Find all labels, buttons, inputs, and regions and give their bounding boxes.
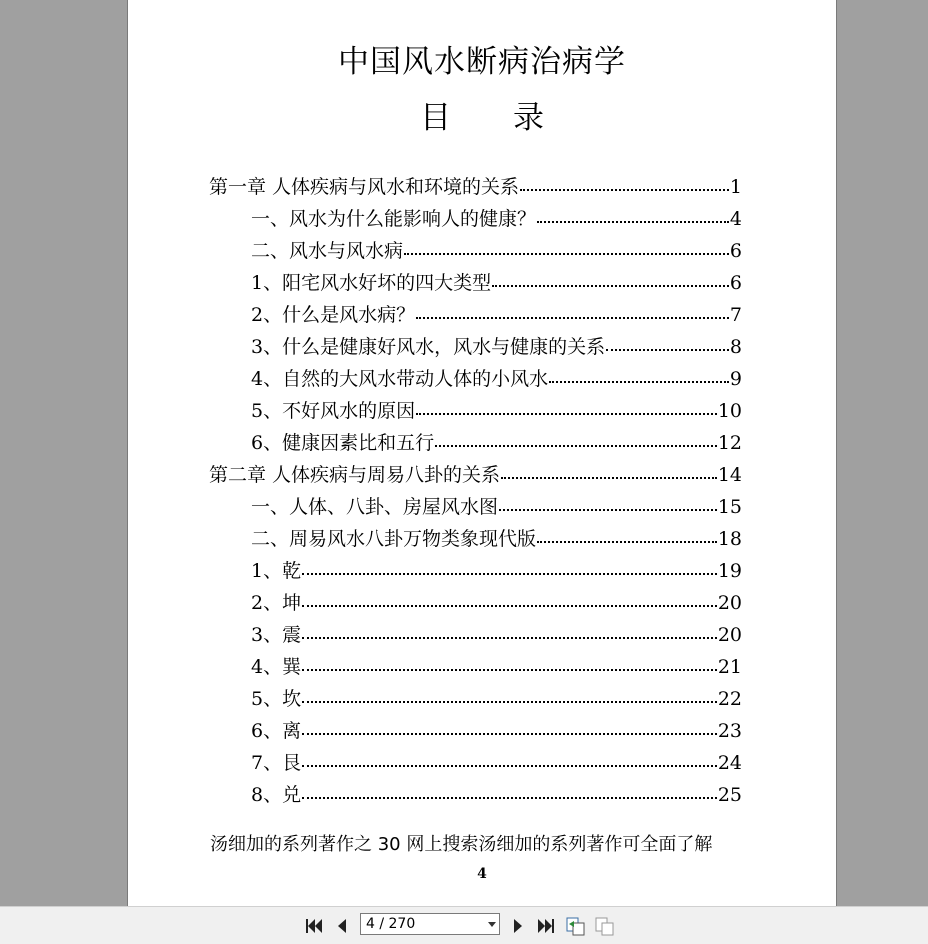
page-number: 4 [477,866,487,882]
toc-entry[interactable]: 7、艮 24 [251,752,742,774]
page-selector[interactable] [360,913,500,935]
toc-entry[interactable]: 二、风水与风水病 6 [251,240,742,262]
toc-entry[interactable]: 2、什么是风水病？ 7 [251,304,742,326]
next-page-icon[interactable] [507,915,529,937]
chevron-down-icon[interactable] [488,922,496,927]
toc-entry[interactable]: 一、风水为什么能影响人的健康？ 4 [251,208,742,230]
prev-page-icon[interactable] [331,915,353,937]
pdf-navigation-toolbar [0,906,928,944]
toc-entry[interactable]: 第二章 人体疾病与周易八卦的关系 14 [209,464,742,486]
toc-entry[interactable]: 8、兑 25 [251,784,742,806]
toc-entry[interactable]: 4、巽 21 [251,656,742,678]
first-page-icon[interactable] [303,915,325,937]
last-page-icon[interactable] [535,915,557,937]
toc-entry[interactable]: 6、离 23 [251,720,742,742]
series-note: 汤细加的系列著作之 30 网上搜索汤细加的系列著作可全面了解 [210,834,713,855]
toc-entry[interactable]: 5、坎 22 [251,688,742,710]
page-indicator: 4 / 270 [366,916,416,932]
toc-entry[interactable]: 2、坤 20 [251,592,742,614]
toc-entry[interactable]: 第一章 人体疾病与风水和环境的关系 1 [209,176,742,198]
toc-entry[interactable]: 6、健康因素比和五行 12 [251,432,742,454]
document-title: 中国风水断病治病学 [338,44,626,80]
toc-entry[interactable]: 二、周易风水八卦万物类象现代版 18 [251,528,742,550]
toc-heading-right: 录 [513,100,544,136]
toc-entry[interactable]: 4、自然的大风水带动人体的小风水 9 [251,368,742,390]
toc-entry[interactable]: 3、什么是健康好风水，风水与健康的关系 8 [251,336,742,358]
toc-heading-left: 目 [420,100,451,136]
toc-entry[interactable]: 3、震 20 [251,624,742,646]
toc-entry[interactable]: 一、人体、八卦、房屋风水图 15 [251,496,742,518]
copy-icon[interactable] [594,915,616,937]
toc-heading [128,92,836,137]
document-page [127,0,837,906]
toc-entry[interactable]: 1、乾 19 [251,560,742,582]
toc-entry[interactable]: 1、阳宅风水好坏的四大类型 6 [251,272,742,294]
toc-entry[interactable]: 5、不好风水的原因 10 [251,400,742,422]
rotate-icon[interactable] [565,915,587,937]
